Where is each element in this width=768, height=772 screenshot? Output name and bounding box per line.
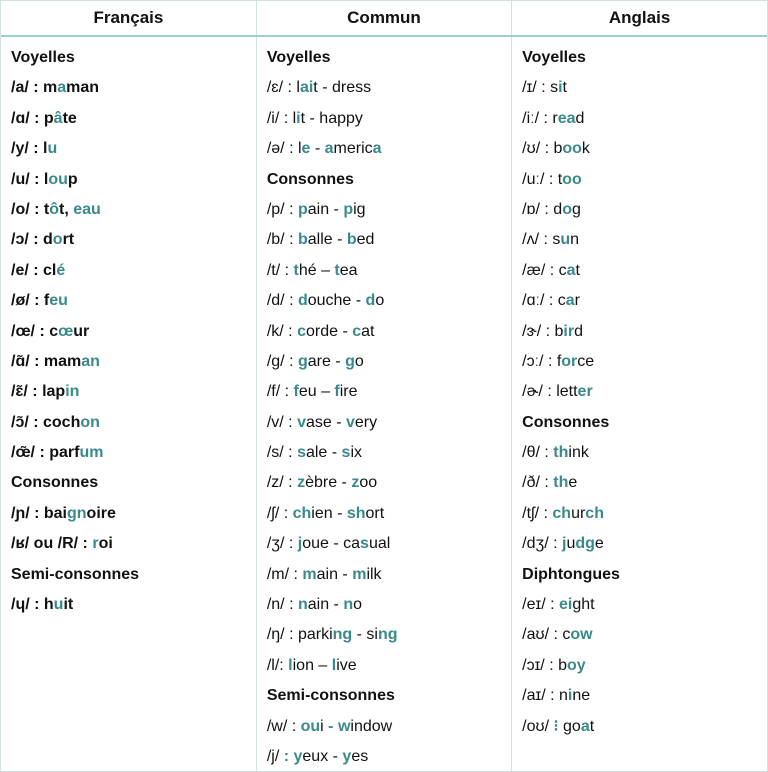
highlighted-letters: ch bbox=[585, 504, 604, 522]
entry-text: ig bbox=[353, 200, 366, 218]
entry-text: t - dress bbox=[313, 79, 372, 97]
entry-text: /uː/ : t bbox=[522, 170, 563, 188]
highlighted-letters: i bbox=[567, 687, 573, 705]
column-commun bbox=[256, 36, 511, 772]
highlighted-letters: j bbox=[562, 535, 567, 553]
entry-text: /s/ : bbox=[266, 444, 298, 462]
section-heading bbox=[522, 43, 767, 73]
highlighted-letters: ea bbox=[557, 109, 576, 127]
entry-text: /ɝ/ : b bbox=[522, 322, 564, 340]
phoneme-entry bbox=[522, 347, 767, 377]
entry-text: o bbox=[353, 596, 362, 614]
phoneme-entry bbox=[522, 73, 767, 103]
phoneme-entry bbox=[267, 317, 511, 347]
entry-text: /ɛ̃/ : lap bbox=[11, 383, 66, 401]
highlighted-letters: y bbox=[342, 747, 352, 765]
highlighted-letters: â bbox=[53, 109, 63, 127]
highlighted-letters: j bbox=[297, 535, 303, 553]
phoneme-entry bbox=[11, 225, 256, 255]
phoneme-entry bbox=[11, 104, 256, 134]
section-heading bbox=[267, 681, 511, 711]
highlighted-letters: l bbox=[288, 656, 293, 674]
highlighted-letters: m bbox=[302, 565, 317, 583]
entry-text: es bbox=[351, 747, 369, 765]
entry-text: ien - bbox=[311, 504, 347, 522]
entry-text: /œ̃/ : parf bbox=[11, 444, 80, 462]
highlighted-letters: oy bbox=[566, 656, 586, 674]
highlighted-letters: u bbox=[47, 140, 58, 158]
entry-text: d bbox=[575, 109, 585, 127]
highlighted-letters: w bbox=[337, 717, 351, 735]
entry-text: /w/ : bbox=[266, 717, 301, 735]
entry-text: /ɲ/ : bai bbox=[11, 504, 67, 522]
highlighted-letters: z bbox=[351, 474, 360, 492]
entry-text: ale - bbox=[305, 444, 342, 462]
entry-text: i bbox=[320, 717, 324, 735]
highlighted-letters: ch bbox=[552, 504, 572, 522]
highlighted-letters: p bbox=[343, 200, 354, 218]
highlighted-letters: u bbox=[53, 596, 64, 614]
header-anglais: Anglais bbox=[512, 1, 767, 36]
phoneme-entry bbox=[267, 73, 511, 103]
entry-text: /ɑ̃/ : mam bbox=[11, 352, 82, 370]
phoneme-entry bbox=[11, 377, 256, 407]
phoneme-entry bbox=[522, 712, 767, 742]
phoneme-entry bbox=[267, 712, 511, 742]
phoneme-entry bbox=[267, 377, 511, 407]
highlighted-letters: ch bbox=[292, 504, 312, 522]
entry-text: ual bbox=[368, 535, 391, 553]
entry-text: /ʒ/ : bbox=[266, 535, 298, 553]
highlighted-letters: ir bbox=[563, 322, 575, 340]
phoneme-entry bbox=[522, 499, 767, 529]
highlighted-letters: i bbox=[558, 79, 563, 97]
body-row bbox=[1, 36, 767, 772]
entry-text: /b/ : bbox=[266, 231, 298, 249]
entry-text: /ɔɪ/ : b bbox=[522, 656, 567, 674]
highlighted-letters: c bbox=[352, 322, 362, 340]
entry-text: t - happy bbox=[300, 109, 363, 127]
entry-text: /ʊ/ : b bbox=[522, 140, 563, 158]
entry-text: oire bbox=[86, 504, 116, 522]
entry-text: /e/ : cl bbox=[11, 261, 57, 279]
entry-text: r bbox=[574, 292, 580, 310]
phoneme-entry bbox=[11, 317, 256, 347]
entry-text: ase - bbox=[305, 413, 346, 431]
phoneme-entry bbox=[267, 529, 511, 559]
highlighted-letters: g bbox=[297, 352, 308, 370]
entry-text: /ŋ/ : parki bbox=[266, 626, 333, 644]
entry-text: alle - bbox=[307, 231, 347, 249]
entry-text: go bbox=[558, 717, 581, 735]
entry-text: /ø/ : f bbox=[11, 292, 50, 310]
entry-text: Consonnes bbox=[11, 474, 99, 492]
highlighted-letters: o bbox=[562, 200, 572, 218]
highlighted-letters: u bbox=[560, 231, 571, 249]
phoneme-entry bbox=[11, 408, 256, 438]
highlighted-letters: d bbox=[297, 292, 308, 310]
highlighted-letters: : bbox=[283, 747, 294, 765]
phoneme-entry bbox=[11, 590, 256, 620]
entry-text: e bbox=[594, 535, 604, 553]
entry-text: ce bbox=[577, 352, 595, 370]
entry-text: n bbox=[570, 231, 580, 249]
highlighted-letters: t bbox=[334, 261, 340, 279]
entry-text: /ɔ/ : d bbox=[11, 231, 53, 249]
phoneme-entry bbox=[11, 347, 256, 377]
entry-text: /ɔː/ : f bbox=[522, 352, 562, 370]
entry-text: /a/ : m bbox=[11, 79, 58, 97]
phoneme-entry bbox=[522, 165, 767, 195]
phoneme-entry bbox=[267, 134, 511, 164]
entry-text: ur bbox=[73, 322, 90, 340]
entry-text: /ɪ/ : s bbox=[522, 79, 559, 97]
phoneme-entry bbox=[522, 529, 767, 559]
highlighted-letters: oo bbox=[562, 140, 582, 158]
highlighted-letters: t bbox=[293, 261, 299, 279]
entry-text: /oʊ/ bbox=[522, 717, 554, 735]
highlighted-letters: v bbox=[297, 413, 306, 431]
phoneme-entry bbox=[522, 377, 767, 407]
phoneme-entry bbox=[267, 256, 511, 286]
section-heading bbox=[11, 468, 256, 498]
highlighted-letters: s bbox=[297, 444, 306, 462]
highlighted-letters: ng bbox=[332, 626, 353, 644]
phoneme-entry bbox=[267, 742, 511, 772]
entry-text: /j/ bbox=[266, 747, 284, 765]
highlighted-letters: ai bbox=[299, 79, 314, 97]
entry-text: u bbox=[566, 535, 576, 553]
entry-text: /y/ : l bbox=[11, 140, 48, 158]
highlighted-letters: z bbox=[297, 474, 306, 492]
phoneme-entry bbox=[267, 438, 511, 468]
entry-text: /ʁ/ ou /R/ : bbox=[11, 535, 93, 553]
entry-text: Semi-consonnes bbox=[11, 565, 140, 583]
phoneme-entry bbox=[267, 195, 511, 225]
highlighted-letters: um bbox=[79, 444, 104, 462]
highlighted-letters: a bbox=[324, 140, 334, 158]
highlighted-letters: th bbox=[553, 444, 569, 462]
highlighted-letters: in bbox=[65, 383, 80, 401]
highlighted-letters: c bbox=[297, 322, 306, 340]
highlighted-letters: ou bbox=[48, 170, 68, 188]
highlighted-letters: l bbox=[331, 656, 337, 674]
entry-text: /z/ : bbox=[266, 474, 298, 492]
entry-text: ire bbox=[339, 383, 358, 401]
phoneme-entry bbox=[522, 104, 767, 134]
highlighted-letters: oo bbox=[562, 170, 582, 188]
entry-text: k bbox=[581, 140, 590, 158]
entry-text: te bbox=[62, 109, 77, 127]
phoneme-entry bbox=[267, 620, 511, 650]
entry-text: Voyelles bbox=[266, 49, 331, 66]
highlighted-letters: v bbox=[345, 413, 355, 431]
entry-text: /u/ : l bbox=[11, 170, 49, 188]
highlighted-letters: d bbox=[365, 292, 376, 310]
entry-text: Semi-consonnes bbox=[266, 687, 395, 705]
phoneme-entry bbox=[11, 134, 256, 164]
entry-text: hé – bbox=[298, 261, 335, 279]
highlighted-letters: sh bbox=[346, 504, 366, 522]
section-heading bbox=[267, 165, 511, 195]
entry-text: ive bbox=[336, 656, 357, 674]
entry-text: e bbox=[568, 474, 578, 492]
highlighted-letters: g bbox=[345, 352, 355, 370]
entry-text: eu – bbox=[298, 383, 335, 401]
entry-text: ery bbox=[354, 413, 378, 431]
entry-text: are - bbox=[307, 352, 346, 370]
entry-text: indow bbox=[350, 717, 393, 735]
phoneme-entry bbox=[11, 499, 256, 529]
entry-text: Voyelles bbox=[522, 49, 586, 66]
phoneme-entry bbox=[267, 104, 511, 134]
highlighted-letters: b bbox=[297, 231, 308, 249]
phoneme-entry bbox=[11, 73, 256, 103]
entry-text: oi bbox=[98, 535, 113, 553]
phoneme-entry bbox=[267, 651, 511, 681]
phoneme-entry bbox=[267, 408, 511, 438]
highlighted-letters: an bbox=[81, 352, 100, 370]
phoneme-entry bbox=[267, 499, 511, 529]
entry-text: /i/ : l bbox=[266, 109, 297, 127]
entry-text: - si bbox=[352, 626, 378, 644]
entry-text: Consonnes bbox=[522, 413, 610, 431]
phoneme-entry bbox=[267, 468, 511, 498]
entry-text: ilk bbox=[366, 565, 382, 583]
entry-text: /ɑ/ : p bbox=[11, 109, 54, 127]
phoneme-entry bbox=[522, 651, 767, 681]
entry-text: t, bbox=[59, 200, 74, 218]
entry-text: /g/ : bbox=[266, 352, 298, 370]
highlighted-letters: s bbox=[341, 444, 351, 462]
highlighted-letters: n bbox=[297, 596, 308, 614]
entry-text: eux - bbox=[302, 747, 343, 765]
highlighted-letters: ei bbox=[558, 596, 573, 614]
highlighted-letters: é bbox=[56, 261, 66, 279]
phoneme-entry bbox=[267, 347, 511, 377]
entry-text: /œ/ : c bbox=[11, 322, 59, 340]
highlighted-letters: a bbox=[372, 140, 382, 158]
entry-text: ain - bbox=[307, 596, 344, 614]
column-francais bbox=[1, 36, 256, 772]
entry-text: /f/ : bbox=[266, 383, 294, 401]
entry-text: /θ/ : bbox=[522, 444, 554, 462]
highlighted-letters: o bbox=[52, 231, 63, 249]
entry-text: /d/ : bbox=[266, 292, 298, 310]
header-row bbox=[1, 1, 767, 36]
highlighted-letters: e bbox=[301, 140, 311, 158]
highlighted-letters: er bbox=[577, 383, 593, 401]
entry-text: orde - bbox=[305, 322, 353, 340]
highlighted-letters: ô bbox=[49, 200, 59, 218]
highlighted-letters: i bbox=[296, 109, 301, 127]
entry-text: /ʃ/ : bbox=[266, 504, 293, 522]
phoneme-entry bbox=[11, 529, 256, 559]
entry-text: p bbox=[67, 170, 78, 188]
entry-text: /k/ : bbox=[266, 322, 298, 340]
entry-text: /ɚ/ : lett bbox=[522, 383, 578, 401]
entry-text: t bbox=[575, 261, 580, 279]
phoneme-table bbox=[1, 1, 767, 772]
highlighted-letters: p bbox=[297, 200, 308, 218]
entry-text: ght bbox=[572, 596, 595, 614]
phoneme-entry bbox=[522, 134, 767, 164]
entry-text: o bbox=[375, 292, 385, 310]
entry-text: ain - bbox=[316, 565, 353, 583]
highlighted-letters: ow bbox=[570, 626, 593, 644]
highlighted-letters: y bbox=[293, 747, 303, 765]
entry-text: oo bbox=[359, 474, 378, 492]
highlighted-letters: f bbox=[293, 383, 299, 401]
entry-text: ouche - bbox=[307, 292, 366, 310]
entry-text: /ɒ/ : d bbox=[522, 200, 563, 218]
phoneme-entry bbox=[267, 560, 511, 590]
header-commun: Commun bbox=[256, 1, 511, 36]
highlighted-letters: a bbox=[57, 79, 67, 97]
entry-text: ort bbox=[365, 504, 385, 522]
phoneme-entry bbox=[522, 468, 767, 498]
phoneme-entry bbox=[522, 195, 767, 225]
highlighted-letters: eau bbox=[73, 200, 101, 218]
phoneme-entry bbox=[522, 225, 767, 255]
entry-text: /iː/ : r bbox=[522, 109, 558, 127]
phoneme-entry bbox=[267, 286, 511, 316]
entry-text: g bbox=[571, 200, 581, 218]
entry-text: ea bbox=[339, 261, 358, 279]
phoneme-entry bbox=[522, 438, 767, 468]
entry-text: /m/ : bbox=[266, 565, 303, 583]
phoneme-entry bbox=[11, 195, 256, 225]
entry-text: /ɔ̃/ : coch bbox=[11, 413, 81, 431]
entry-text: Consonnes bbox=[266, 170, 354, 188]
entry-text: /ə/ : l bbox=[266, 140, 302, 158]
entry-text: /ɥ/ : h bbox=[11, 596, 54, 614]
highlighted-letters: œ bbox=[58, 322, 74, 340]
phoneme-entry bbox=[267, 590, 511, 620]
entry-text: ix bbox=[350, 444, 363, 462]
entry-text: /ɛ/ : l bbox=[266, 79, 300, 97]
highlighted-letters: ou bbox=[300, 717, 321, 735]
entry-text: d bbox=[574, 322, 583, 340]
entry-text: t bbox=[589, 717, 595, 735]
phoneme-entry bbox=[522, 590, 767, 620]
entry-text: /aʊ/ : c bbox=[522, 626, 571, 644]
entry-text: rt bbox=[62, 231, 75, 249]
phoneme-entry bbox=[522, 681, 767, 711]
highlighted-letters: or bbox=[561, 352, 578, 370]
entry-text: /ð/ : bbox=[522, 474, 554, 492]
highlighted-letters: a bbox=[566, 261, 576, 279]
entry-text: /o/ : t bbox=[11, 200, 50, 218]
entry-text: man bbox=[66, 79, 100, 97]
entry-text: /t/ : bbox=[266, 261, 294, 279]
highlighted-letters: gn bbox=[67, 504, 87, 522]
entry-text: it bbox=[63, 596, 74, 614]
highlighted-letters: - bbox=[323, 717, 338, 735]
entry-text: /p/ : bbox=[266, 200, 298, 218]
highlighted-letters: b bbox=[346, 231, 357, 249]
highlighted-letters: a bbox=[580, 717, 590, 735]
section-heading bbox=[11, 43, 256, 73]
section-heading bbox=[522, 408, 767, 438]
entry-text: /dʒ/ : bbox=[522, 535, 562, 553]
phoneme-entry bbox=[522, 620, 767, 650]
highlighted-letters: ⁝ bbox=[553, 717, 559, 735]
entry-text: ed bbox=[356, 231, 375, 249]
entry-text: /tʃ/ : bbox=[522, 504, 553, 522]
highlighted-letters: n bbox=[343, 596, 354, 614]
highlighted-letters: dg bbox=[575, 535, 595, 553]
entry-text: èbre - bbox=[305, 474, 352, 492]
highlighted-letters: ng bbox=[377, 626, 398, 644]
phoneme-entry bbox=[267, 225, 511, 255]
phoneme-entry bbox=[11, 256, 256, 286]
entry-text: o bbox=[354, 352, 364, 370]
phoneme-entry bbox=[11, 438, 256, 468]
phoneme-entry bbox=[522, 317, 767, 347]
entry-text: /n/ : bbox=[266, 596, 298, 614]
entry-text: ne bbox=[572, 687, 591, 705]
entry-text: - bbox=[310, 140, 325, 158]
highlighted-letters: th bbox=[553, 474, 569, 492]
entry-text: ion – bbox=[292, 656, 332, 674]
highlighted-letters: s bbox=[360, 535, 369, 553]
highlighted-letters: a bbox=[565, 292, 575, 310]
highlighted-letters: eu bbox=[49, 292, 68, 310]
section-heading bbox=[267, 43, 511, 73]
phoneme-entry bbox=[522, 286, 767, 316]
entry-text: ur bbox=[571, 504, 586, 522]
column-anglais bbox=[512, 36, 767, 772]
header-francais: Français bbox=[1, 1, 256, 36]
phoneme-entry bbox=[11, 286, 256, 316]
entry-text: ain - bbox=[307, 200, 344, 218]
entry-text: /l/: bbox=[266, 656, 289, 674]
phoneme-entry bbox=[522, 256, 767, 286]
entry-text: Voyelles bbox=[11, 49, 75, 66]
entry-text: ink bbox=[568, 444, 589, 462]
phoneme-entry bbox=[11, 165, 256, 195]
section-heading bbox=[11, 560, 256, 590]
entry-text: /eɪ/ : bbox=[522, 596, 559, 614]
entry-text: Diphtongues bbox=[522, 565, 620, 583]
entry-text: oue - ca bbox=[302, 535, 361, 553]
entry-text: /ʌ/ : s bbox=[522, 231, 561, 249]
highlighted-letters: m bbox=[352, 565, 367, 583]
entry-text: meric bbox=[333, 140, 373, 158]
highlighted-letters: on bbox=[80, 413, 100, 431]
entry-text: t bbox=[562, 79, 567, 97]
entry-text: /ɑː/ : c bbox=[522, 292, 566, 310]
entry-text: /aɪ/ : n bbox=[522, 687, 568, 705]
entry-text: /v/ : bbox=[266, 413, 298, 431]
entry-text: at bbox=[361, 322, 375, 340]
highlighted-letters: f bbox=[334, 383, 340, 401]
highlighted-letters: r bbox=[92, 535, 99, 553]
entry-text: /æ/ : c bbox=[522, 261, 567, 279]
section-heading bbox=[522, 560, 767, 590]
